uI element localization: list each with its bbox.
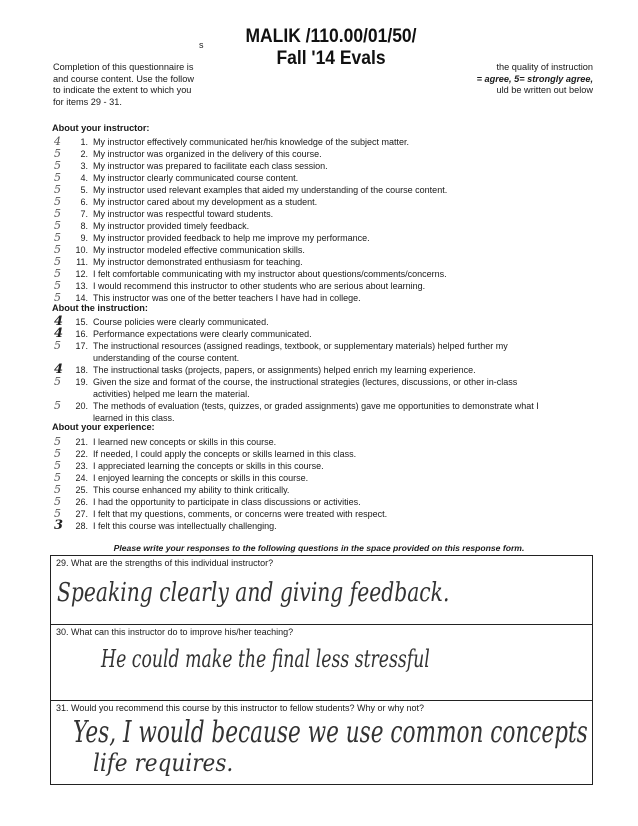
item-number: 3. [80,161,88,171]
rating-item [0,148,638,160]
item-text: I learned new concepts or skills in this course. [93,437,277,447]
handwritten-rating: 5 [54,159,61,172]
item-number: 13. [75,281,88,291]
rating-item [0,484,638,496]
item-number: 28. [75,521,88,531]
rating-item [0,520,638,532]
item-text: The instructional tasks (projects, papers, or assignments) helped enrich my learning experience. [93,365,476,375]
handwritten-rating: 4 [54,326,64,341]
question-29-answer: Speaking clearly and giving feedback. [57,578,450,608]
item-text: My instructor effectively communicated her/his knowledge of the subject matter. [93,137,409,147]
rating-item [0,136,638,148]
item-text: My instructor provided feedback to help me improve my performance. [93,233,370,243]
handwritten-rating: 5 [54,447,61,460]
item-text: I would recommend this instructor to other students who are serious about learning. [93,281,426,291]
handwritten-rating: 5 [54,195,61,208]
rating-item [0,280,638,292]
item-text: The instructional resources (assigned readings, textbook, or supplementary materials) helped further my [93,341,508,351]
handwritten-rating: 5 [54,507,61,520]
section-heading-experience: About your experience: [52,422,155,432]
handwritten-rating: 5 [54,375,61,388]
rating-item [0,220,638,232]
handwritten-rating: 5 [54,183,61,196]
item-number: 5. [80,185,88,195]
handwritten-rating: 5 [54,471,61,484]
handwritten-rating: 5 [54,267,61,280]
intro-line-3: to indicate the extent to which you [53,85,192,96]
item-text: My instructor clearly communicated course content. [93,173,299,183]
question-30-answer: He could make the final less stressful [101,645,430,673]
handwritten-rating: 5 [54,483,61,496]
rating-item [0,232,638,244]
item-17-continuation: understanding of the course content. [93,353,240,363]
question-29-box[interactable] [50,555,593,625]
stray-mark: s [199,40,204,50]
intro-line-4: for items 29 - 31. [53,96,122,107]
section-heading-instruction: About the instruction: [52,303,148,313]
rating-item [0,448,638,460]
item-text: My instructor modeled effective communication skills. [93,245,305,255]
handwritten-rating: 5 [54,255,61,268]
rating-item [0,340,638,352]
item-number: 16. [75,329,88,339]
rating-item [0,208,638,220]
item-text: I had the opportunity to participate in class discussions or activities. [93,497,361,507]
item-number: 25. [75,485,88,495]
item-number: 11. [76,257,88,267]
item-number: 9. [80,233,88,243]
item-number: 6. [80,197,88,207]
item-number: 20. [75,401,88,411]
handwritten-rating: 4 [54,314,64,329]
item-number: 24. [75,473,88,483]
question-31-box[interactable] [50,700,593,785]
item-text: I felt comfortable communicating with my instructor about questions/comments/concerns. [93,269,447,279]
rating-item [0,400,638,412]
intro-line-2-end: = agree, 5= strongly agree, [476,73,593,84]
handwritten-rating: 5 [54,243,61,256]
item-number: 17. [75,341,88,351]
item-text: I felt this course was intellectually challenging. [93,521,277,531]
intro-line-2: and course content. Use the follow [53,73,194,84]
item-number: 8. [80,221,88,231]
term-label: Fall '14 Evals [276,48,386,69]
intro-line-1: Completion of this questionnaire is [53,62,194,72]
rating-item [0,508,638,520]
item-number: 2. [80,149,88,159]
item-text: Performance expectations were clearly communicated. [93,329,312,339]
handwritten-rating: 5 [54,459,61,472]
handwritten-rating: 5 [54,291,61,304]
rating-item [0,268,638,280]
item-number: 19. [75,377,88,387]
rating-item [0,256,638,268]
item-number: 14. [75,293,88,303]
handwritten-rating: 4 [54,135,61,148]
item-number: 22. [75,449,88,459]
item-number: 15. [75,317,88,327]
item-text: My instructor used relevant examples that aided my understanding of the course content. [93,185,448,195]
item-number: 27. [75,509,88,519]
rating-item [0,172,638,184]
item-number: 10. [75,245,88,255]
item-number: 1. [80,137,88,147]
question-31-answer-line-1: Yes, I would because we use common concepts [73,715,588,750]
course-code: MALIK /110.00/01/50/ [245,26,417,47]
rating-item [0,292,638,304]
response-instructions: Please write your responses to the following questions in the space provided on this response form. [113,543,525,553]
item-number: 12. [75,269,88,279]
item-number: 7. [80,209,88,219]
question-29-label: 29. What are the strengths of this individual instructor? [56,558,274,568]
handwritten-rating: 5 [54,207,61,220]
handwritten-rating: 3 [54,518,64,533]
item-text: If needed, I could apply the concepts or skills learned in this class. [93,449,357,459]
rating-item [0,460,638,472]
item-text: My instructor cared about my development as a student. [93,197,318,207]
item-text: Course policies were clearly communicated. [93,317,269,327]
item-text: My instructor was respectful toward students. [93,209,274,219]
rating-item [0,316,638,328]
handwritten-rating: 5 [54,435,61,448]
item-number: 23. [75,461,88,471]
item-text: My instructor demonstrated enthusiasm for teaching. [93,257,303,267]
rating-item [0,244,638,256]
handwritten-rating: 5 [54,399,61,412]
rating-item [0,472,638,484]
handwritten-rating: 5 [54,279,61,292]
item-19-continuation: activities) helped me learn the material. [93,389,250,399]
question-30-box[interactable] [50,624,593,701]
rating-item [0,184,638,196]
handwritten-rating: 4 [54,362,64,377]
handwritten-rating: 5 [54,495,61,508]
item-number: 21. [75,437,88,447]
section-heading-instructor: About your instructor: [52,123,150,133]
rating-item [0,160,638,172]
item-text: The methods of evaluation (tests, quizzes, or graded assignments) gave me opportunities to demonstrate what I [93,401,539,411]
item-text: I felt that my questions, comments, or concerns were treated with respect. [93,509,388,519]
item-text: My instructor was organized in the delivery of this course. [93,149,322,159]
handwritten-rating: 5 [54,171,61,184]
handwritten-rating: 5 [54,339,61,352]
item-text: My instructor provided timely feedback. [93,221,250,231]
rating-item [0,496,638,508]
handwritten-rating: 5 [54,231,61,244]
handwritten-rating: 5 [54,219,61,232]
handwritten-rating: 5 [54,147,61,160]
item-text: Given the size and format of the course, the instructional strategies (lectures, discussions, or other in-class [93,377,518,387]
item-text: This course enhanced my ability to think critically. [93,485,290,495]
rating-item [0,196,638,208]
question-30-label: 30. What can this instructor do to improve his/her teaching? [56,627,294,637]
item-number: 26. [75,497,88,507]
rating-item [0,364,638,376]
intro-line-1-end: the quality of instruction [496,62,593,72]
item-number: 18. [75,365,88,375]
intro-paragraph [53,62,593,108]
question-31-answer-line-2: life requires. [93,749,234,777]
item-number: 4. [80,173,88,183]
item-20-continuation: learned in this class. [93,413,175,423]
intro-line-3-end: uld be written out below [496,85,593,96]
rating-item [0,376,638,388]
item-text: This instructor was one of the better teachers I have had in college. [93,293,361,303]
item-text: My instructor was prepared to facilitate each class session. [93,161,328,171]
rating-item [0,328,638,340]
question-31-label: 31. Would you recommend this course by this instructor to fellow students? Why or why not? [56,703,425,713]
item-text: I enjoyed learning the concepts or skills in this course. [93,473,309,483]
item-text: I appreciated learning the concepts or skills in this course. [93,461,324,471]
rating-item [0,436,638,448]
